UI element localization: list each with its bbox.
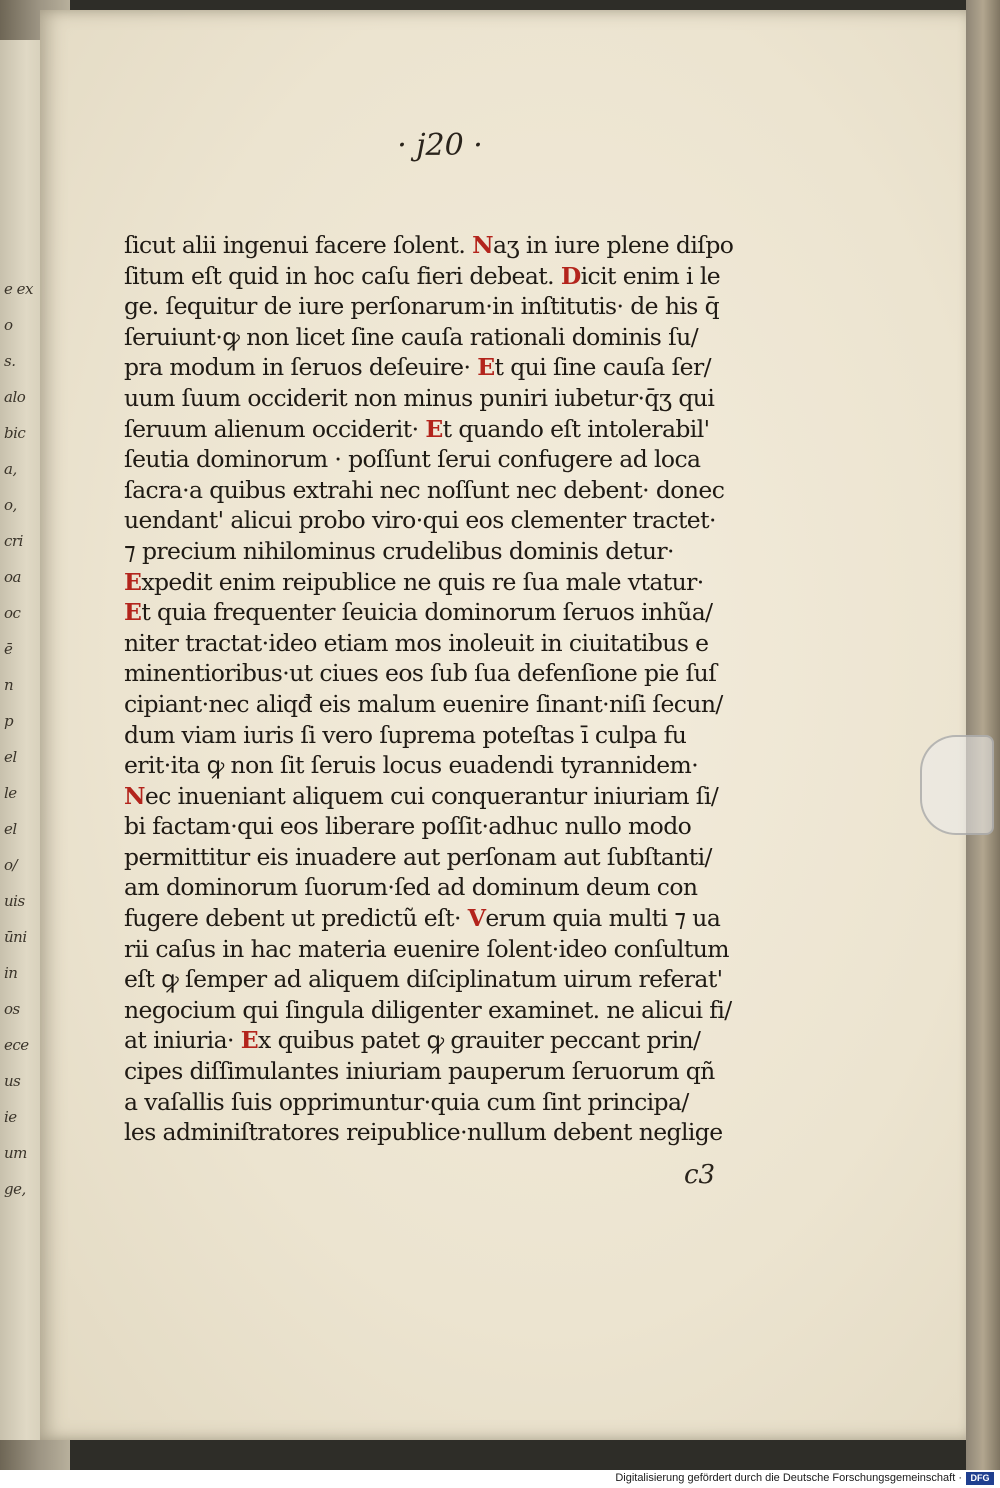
text-line-segment: at iniuria· bbox=[124, 1026, 241, 1055]
text-line bbox=[124, 567, 724, 598]
text-line: ſacra·a quibus extrahi nec noſſunt nec debent· donec bbox=[124, 475, 725, 504]
margin-fragment: ece bbox=[4, 1036, 29, 1054]
text-line: dum viam iuris ſi vero ſuprema poteſtas ī culpa fu bbox=[124, 720, 687, 749]
text-line-segment: ec inueniant aliquem cui conquerantur iniuriam ſi/ bbox=[144, 781, 719, 810]
folio-number: · j20 · bbox=[397, 128, 483, 163]
margin-fragment: us bbox=[4, 1072, 21, 1090]
funding-credit: Digitalisierung gefördert durch die Deutsche Forschungsgemeinschaft · bbox=[615, 1472, 962, 1484]
rubric-initial: N bbox=[472, 231, 493, 259]
text-line: ſeutia dominorum · poſſunt ſerui confugere ad loca bbox=[124, 445, 701, 474]
text-line bbox=[124, 352, 724, 383]
text-line bbox=[124, 414, 724, 445]
margin-fragment: os bbox=[4, 1000, 20, 1018]
text-line-segment: aʒ in iure plene diſpo bbox=[492, 231, 734, 259]
text-line: cipiant·nec aliqđ eis malum euenire ſinant·niſi ſecun/ bbox=[124, 689, 723, 718]
text-line-segment: t quando eſt intolerabil' bbox=[442, 414, 710, 443]
text-line-segment: t quia frequenter ſeuicia dominorum ſeruos inhũa/ bbox=[141, 598, 713, 627]
margin-fragment: ē bbox=[4, 640, 13, 658]
margin-fragment: o bbox=[4, 316, 13, 334]
rubric-initial: D bbox=[560, 261, 581, 290]
margin-fragment: el bbox=[4, 820, 17, 838]
margin-fragment: um bbox=[4, 1144, 27, 1162]
text-line-segment: x quibus patet ꝙ grauiter peccant prin/ bbox=[258, 1026, 701, 1055]
text-line bbox=[124, 597, 724, 628]
text-line-segment: pra modum in ſeruos deſeuire· bbox=[124, 353, 478, 382]
text-line-segment: fugere debent ut predictũ eſt· bbox=[124, 904, 468, 933]
margin-fragment: p bbox=[4, 712, 14, 730]
text-line bbox=[124, 1025, 724, 1056]
margin-fragment: s. bbox=[4, 352, 16, 370]
text-line bbox=[124, 903, 724, 934]
text-line: uendant' alicui probo viro·qui eos clementer tractet· bbox=[124, 506, 716, 535]
previous-page-edge bbox=[0, 40, 45, 1440]
margin-fragment: uis bbox=[4, 892, 25, 910]
text-line-segment: ſeruum alienum occiderit· bbox=[124, 414, 426, 443]
margin-fragment: oc bbox=[4, 604, 21, 622]
text-line bbox=[124, 230, 734, 261]
margin-fragment: o/ bbox=[4, 856, 18, 874]
margin-fragment: n bbox=[4, 676, 14, 694]
margin-fragment: a, bbox=[4, 460, 17, 478]
footer-bar bbox=[0, 1470, 1000, 1488]
text-line: negocium qui ſingula diligenter examinet. ne alicui fi/ bbox=[124, 995, 732, 1024]
margin-fragment: el bbox=[4, 748, 17, 766]
text-line: minentioribus·ut ciues eos ſub ſua defenſione pie ſuſ bbox=[124, 659, 717, 688]
text-line-segment: xpedit enim reipublice ne quis re ſua male vtatur· bbox=[141, 567, 704, 596]
text-line: ⁊ precium nihilominus crudelibus dominis detur· bbox=[124, 536, 674, 565]
rubric-initial: V bbox=[467, 904, 486, 933]
rubric-initial: E bbox=[425, 414, 443, 443]
signature-mark: c3 bbox=[684, 1160, 716, 1190]
rubric-initial: E bbox=[240, 1026, 259, 1055]
text-line: cipes diſſimulantes iniuriam pauperum ſeruorum qñ bbox=[124, 1057, 715, 1086]
text-line-segment: ſitum eſt quid in hoc caſu fieri debeat. bbox=[124, 261, 561, 290]
margin-fragment: bic bbox=[4, 424, 26, 442]
dfg-logo: DFG bbox=[966, 1472, 994, 1485]
margin-fragment: cri bbox=[4, 532, 23, 550]
text-line-segment: erum quia multi ⁊ ua bbox=[485, 904, 721, 933]
text-line: bi factam·qui eos liberare poſſit·adhuc nullo modo bbox=[124, 812, 692, 841]
text-line-segment: icit enim i le bbox=[580, 261, 721, 290]
text-line bbox=[124, 781, 724, 812]
text-line: ge. ſequitur de iure perſonarum·in inſtitutis· de his q̄ bbox=[124, 292, 720, 321]
margin-fragment: oa bbox=[4, 568, 21, 586]
rubric-initial: E bbox=[124, 567, 142, 596]
text-line: am dominorum ſuorum·ſed ad dominum deum con bbox=[124, 873, 698, 902]
text-line: niter tractat·ideo etiam mos inoleuit in ciuitatibus e bbox=[124, 628, 709, 657]
text-line-segment: t qui ſine cauſa ſer/ bbox=[494, 353, 711, 382]
margin-fragment: in bbox=[4, 964, 18, 982]
margin-fragment: le bbox=[4, 784, 17, 802]
margin-fragment: ge, bbox=[4, 1180, 26, 1198]
text-line-segment: ſicut alii ingenui facere ſolent. bbox=[124, 231, 473, 259]
text-line: uum ſuum occiderit non minus puniri iubetur·q̄ʒ qui bbox=[124, 383, 715, 412]
text-line: ſeruiunt·ꝙ non licet ſine cauſa rationali dominis ſu/ bbox=[124, 322, 699, 351]
text-line: permittitur eis inuadere aut perſonam aut ſubſtanti/ bbox=[124, 842, 712, 871]
rubric-initial: E bbox=[477, 353, 495, 382]
page-clip bbox=[920, 735, 994, 835]
text-line: a vaſallis ſuis opprimuntur·quia cum ſint principa/ bbox=[124, 1087, 689, 1116]
margin-fragment: e ex bbox=[4, 280, 33, 298]
text-line: les adminiſtratores reipublice·nullum debent neglige bbox=[124, 1118, 723, 1147]
text-line: rii caſus in hac materia euenire ſolent·ideo conſultum bbox=[124, 934, 729, 963]
margin-fragment: alo bbox=[4, 388, 26, 406]
margin-fragment: ie bbox=[4, 1108, 17, 1126]
text-block bbox=[124, 230, 734, 1148]
text-line bbox=[124, 261, 724, 292]
text-line: eſt ꝙ ſemper ad aliquem diſciplinatum uirum referat' bbox=[124, 965, 723, 994]
rubric-initial: N bbox=[124, 781, 145, 810]
text-line: erit·ita ꝙ non ſit ſeruis locus euadendi tyrannidem· bbox=[124, 751, 699, 780]
margin-fragment: o, bbox=[4, 496, 17, 514]
margin-fragment: ūni bbox=[4, 928, 27, 946]
rubric-initial: E bbox=[124, 598, 142, 627]
